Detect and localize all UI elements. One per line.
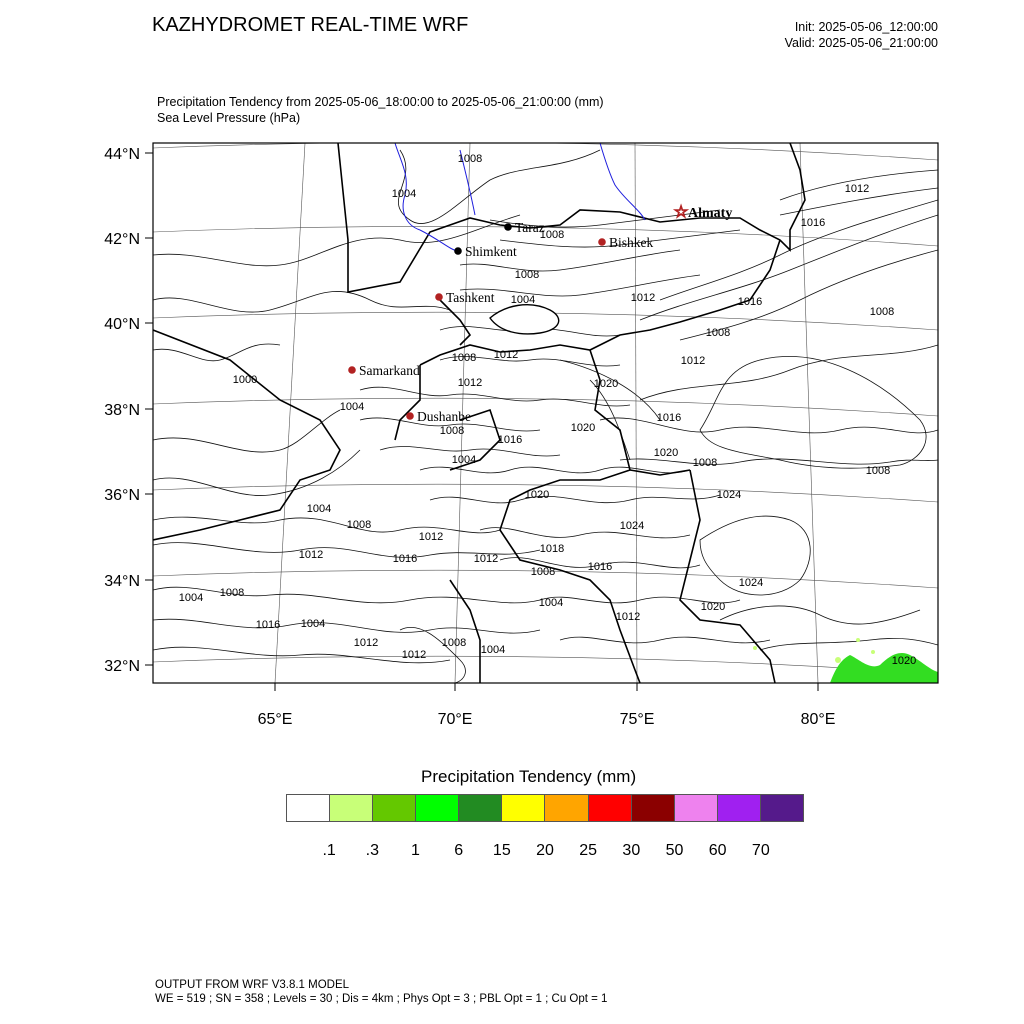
- contour-label: 1020: [570, 422, 596, 434]
- contour-label: 1012: [353, 637, 379, 649]
- contour-label: 1016: [587, 561, 613, 573]
- legend-swatch: [330, 795, 373, 821]
- contour-label: 1004: [538, 597, 564, 609]
- contour-label: 1016: [497, 434, 523, 446]
- contour-label: 1008: [457, 153, 483, 165]
- model-info-line-1: OUTPUT FROM WRF V3.8.1 MODEL: [155, 979, 350, 991]
- contour-label: 1012: [298, 549, 324, 561]
- contour-label: 1016: [800, 217, 826, 229]
- contour-label: 1008: [219, 587, 245, 599]
- legend-swatch: [632, 795, 675, 821]
- legend-tick-label: 60: [708, 842, 727, 859]
- map-title: KAZHYDROMET REAL-TIME WRF: [152, 14, 469, 36]
- contour-label: 1004: [339, 401, 365, 413]
- contour-label: 1012: [493, 349, 519, 361]
- legend-title: Precipitation Tendency (mm): [421, 767, 637, 786]
- city-label: Bishkek: [609, 235, 654, 250]
- contour-label: 1016: [737, 296, 763, 308]
- contour-label: 1020: [593, 378, 619, 390]
- legend-swatch: [287, 795, 330, 821]
- contour-label: 1020: [653, 447, 679, 459]
- contour-label: 1012: [473, 553, 499, 565]
- city-label: Samarkand: [359, 363, 420, 378]
- contour-label: 1020: [891, 655, 917, 667]
- city-marker-icon: [454, 247, 462, 255]
- legend-swatch: [718, 795, 761, 821]
- contour-label: 1016: [255, 619, 281, 631]
- legend-swatch: [502, 795, 545, 821]
- lat-label: 38°N: [104, 402, 140, 419]
- city-marker-icon: ☆: [673, 204, 689, 221]
- lat-label: 42°N: [104, 231, 140, 248]
- legend-tick-label: 25: [579, 842, 598, 859]
- precipitation-color-bar: [286, 794, 804, 822]
- longitude-labels: [258, 711, 836, 728]
- contour-label: 1008: [692, 457, 718, 469]
- contour-label: 1008: [439, 425, 465, 437]
- contour-label: 1004: [300, 618, 326, 630]
- contour-label: 1012: [401, 649, 427, 661]
- legend-tick-label: 15: [492, 842, 511, 859]
- contour-label: 1012: [418, 531, 444, 543]
- legend-tick-label: 30: [622, 842, 641, 859]
- slp-subtitle: Sea Level Pressure (hPa): [157, 111, 301, 125]
- lon-label: 65°E: [257, 711, 293, 728]
- city-marker-icon: [598, 238, 606, 246]
- legend-swatch: [675, 795, 718, 821]
- contour-label: 1008: [514, 269, 540, 281]
- precip-subtitle: Precipitation Tendency from 2025-05-06_18:00:00 to 2025-05-06_21:00:00 (mm): [157, 95, 604, 109]
- legend-swatch: [459, 795, 502, 821]
- city-label: Dushanbe: [417, 409, 471, 424]
- lat-label: 32°N: [104, 658, 140, 675]
- contour-label: 1012: [457, 377, 483, 389]
- contour-label: 1004: [306, 503, 332, 515]
- city-marker-icon: [348, 366, 356, 374]
- legend-tick-label: 70: [751, 842, 770, 859]
- legend-swatch: [416, 795, 459, 821]
- contour-label: 1008: [705, 327, 731, 339]
- contour-label: 1016: [392, 553, 418, 565]
- contour-label: 1008: [346, 519, 372, 531]
- city-marker-icon: [504, 223, 512, 231]
- city-label: Almaty: [688, 206, 733, 221]
- contour-label: 1008: [451, 352, 477, 364]
- legend-swatch: [589, 795, 632, 821]
- legend-tick-label: 1: [411, 842, 420, 859]
- contour-label: 1004: [451, 454, 477, 466]
- contour-label: 1000: [232, 374, 258, 386]
- lat-label: 34°N: [104, 573, 140, 590]
- lon-label: 70°E: [437, 711, 473, 728]
- legend-tick-label: 50: [665, 842, 684, 859]
- city-label: Tashkent: [446, 290, 495, 305]
- contour-label: 1008: [869, 306, 895, 318]
- contour-label: 1008: [539, 229, 565, 241]
- contour-label: 1020: [700, 601, 726, 613]
- model-info-line-2: WE = 519 ; SN = 358 ; Levels = 30 ; Dis = 4km ; Phys Opt = 3 ; PBL Opt = 1 ; Cu Opt = 1: [155, 993, 608, 1005]
- legend-swatch: [545, 795, 588, 821]
- contour-label: 1004: [510, 294, 536, 306]
- contour-label: 1012: [844, 183, 870, 195]
- contour-label: 1004: [480, 644, 506, 656]
- contour-label: 1020: [524, 489, 550, 501]
- latitude-labels: [104, 146, 140, 675]
- lat-label: 36°N: [104, 487, 140, 504]
- contour-label: 1024: [716, 489, 742, 501]
- city-label: Taraz: [515, 220, 545, 235]
- legend-tick-label: .3: [365, 842, 379, 859]
- legend-swatch: [373, 795, 416, 821]
- legend-swatch: [761, 795, 803, 821]
- lon-label: 80°E: [800, 711, 836, 728]
- contour-label: 1024: [738, 577, 764, 589]
- valid-time: Valid: 2025-05-06_21:00:00: [784, 36, 938, 50]
- contour-label: 1016: [656, 412, 682, 424]
- city-marker-icon: [435, 293, 443, 301]
- contour-label: 1012: [630, 292, 656, 304]
- contour-label: 1024: [619, 520, 645, 532]
- legend-tick-label: 20: [536, 842, 554, 859]
- contour-label: 1008: [530, 566, 556, 578]
- contour-label: 1008: [865, 465, 891, 477]
- legend-tick-label: .1: [322, 842, 336, 859]
- init-time: Init: 2025-05-06_12:00:00: [794, 20, 938, 34]
- contour-label: 1018: [539, 543, 565, 555]
- contour-label: 1004: [178, 592, 204, 604]
- contour-label: 1012: [615, 611, 641, 623]
- city-label: Shimkent: [465, 244, 517, 259]
- contour-label: 1004: [391, 188, 417, 200]
- contour-label: 1008: [441, 637, 467, 649]
- lat-label: 40°N: [104, 316, 140, 333]
- lat-label: 44°N: [104, 146, 140, 163]
- lon-label: 75°E: [619, 711, 655, 728]
- legend-tick-label: 6: [454, 842, 464, 859]
- contour-label: 1012: [680, 355, 706, 367]
- city-marker-icon: [406, 412, 414, 420]
- contour-value-labels: [179, 153, 916, 667]
